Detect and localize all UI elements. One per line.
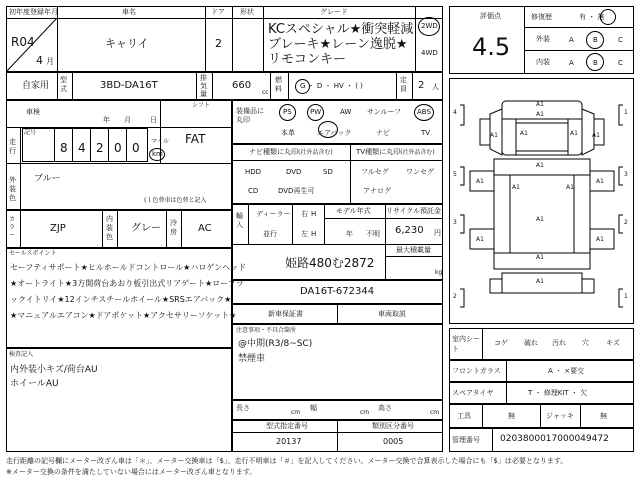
divider [385, 256, 443, 257]
int-a: A [569, 59, 574, 67]
capacity: 2 [418, 80, 425, 91]
mileage-label: 走行 [9, 138, 16, 155]
dim-width: 幅 [310, 404, 317, 412]
side-mark: 2 [453, 293, 457, 300]
divider [232, 432, 443, 433]
divider [248, 204, 249, 244]
int-c: C [618, 59, 623, 67]
ext-label: 外装 [536, 35, 550, 43]
damage-label: A1 [536, 254, 544, 261]
damage-label: A1 [490, 132, 498, 139]
seat-kizu: キズ [606, 339, 620, 347]
shift-value: FAT [185, 132, 206, 146]
equipment-label: 装備品に丸印 [236, 107, 264, 124]
type-cert-value: 20137 [276, 437, 302, 446]
drive-2wd: 2WD [421, 22, 438, 30]
damage-label: A1 [536, 162, 544, 169]
side-mark: 2 [624, 219, 628, 226]
ac-label: 冷房 [170, 219, 177, 236]
repair-no-circle [600, 9, 616, 25]
import-h2: H [311, 230, 317, 238]
import-h1: H [311, 210, 317, 218]
model-year-year: 年 [346, 230, 353, 238]
navi-sub: (社外品含む) [298, 149, 333, 156]
divider [232, 160, 443, 161]
digit-divider [72, 128, 73, 162]
seat-yabure: 破れ [524, 339, 538, 347]
tools-options: 無 [508, 412, 515, 420]
divider [181, 210, 182, 248]
warranty-label: 新車保証書 [268, 310, 303, 318]
tv-oneseg: ワンセグ [406, 168, 434, 176]
sales-points-label: セールスポイント [9, 250, 57, 257]
shape-label: 形状 [240, 8, 254, 16]
navi-dvd-play: DVD再生可 [278, 187, 315, 195]
divider [205, 6, 206, 72]
inspector-line-1: 内外装小キズ/荷台AU [10, 365, 98, 375]
seat-ana: 穴 [582, 339, 589, 347]
int-label: 内装 [536, 58, 550, 66]
jack-label: ジャッキ [546, 412, 574, 420]
color-label: 外装色 [9, 176, 16, 202]
capacity-label: 定員 [400, 76, 407, 93]
side-mark: 5 [453, 171, 457, 178]
damage-label: A1 [520, 130, 528, 137]
type-cert-label: 型式指定番号 [266, 422, 308, 430]
color-note: ( ) 色替車は色替と記入 [144, 197, 207, 204]
first-reg-label: 初年度登録年月 [9, 8, 58, 16]
divider [6, 163, 232, 164]
grade-text: KCスペシャル★衝突軽減ブレーキ★レーン逸脱★リモコンキー [268, 22, 414, 67]
score-value: 4.5 [472, 33, 511, 61]
divider [102, 210, 103, 248]
divider [506, 382, 507, 404]
equip-sunroof: サンルーフ [367, 108, 402, 116]
unit-km: km [152, 150, 163, 158]
damage-label: A1 [476, 178, 484, 185]
divider [196, 72, 197, 100]
digit-divider [90, 128, 91, 162]
glass-options: A ・ ×要交 [548, 367, 585, 375]
divider [117, 210, 118, 248]
import-right: 右 [301, 210, 308, 218]
import-dealer: ディーラー [256, 210, 291, 218]
digit-divider [108, 128, 109, 162]
divider [270, 72, 271, 100]
damage-label: A1 [512, 184, 520, 191]
divider [482, 404, 483, 428]
color-code: ZJP [50, 223, 66, 234]
side-mark: 4 [453, 109, 457, 116]
navi-hdd: HDD [245, 168, 262, 176]
ext-b-circle [586, 31, 604, 49]
digit-divider [54, 128, 55, 162]
inspection-year: 年 [103, 116, 110, 124]
interior-color-label: 内装色 [106, 215, 113, 241]
damage-label: A1 [476, 236, 484, 243]
shift-label: シフト [192, 102, 211, 109]
divider [212, 72, 213, 100]
equip-navi: ナビ [376, 129, 390, 137]
int-b-circle [586, 53, 604, 71]
notes-line-2: 禁煙車 [238, 354, 266, 364]
divider [20, 127, 21, 210]
dim-length-cm: cm [291, 409, 301, 416]
equip-tv: TV [421, 129, 431, 137]
seat-yogore: 汚れ [552, 339, 566, 347]
odometer-digit: 0 [132, 141, 140, 155]
interior-color: グレー [131, 223, 161, 234]
interior-seat-label: 室内シート [452, 335, 480, 353]
type-value: 3BD-DA16T [100, 80, 158, 91]
side-mark: 1 [624, 293, 628, 300]
drive-4wd: 4WD [421, 49, 438, 57]
tv-fullseg: フルセグ [361, 168, 389, 176]
color-code-label: カラー [9, 216, 16, 239]
divider [506, 360, 507, 382]
mgmt-number: 0203800017000049472 [500, 434, 609, 444]
repair-options: 有 ・ 無 [579, 13, 605, 21]
manual-label: 車両取説 [378, 310, 406, 318]
inspection-label: 車検 [26, 108, 40, 116]
divider [232, 244, 443, 245]
divider [350, 144, 351, 204]
odometer-digit: 0 [114, 141, 122, 155]
sales-point-line: セーフティサポート★ヒルホールドコントロール★ハロゲンヘッド [10, 263, 247, 272]
doors: 2 [215, 37, 222, 50]
tv-analog: アナログ [363, 187, 391, 195]
digit-divider [126, 128, 127, 162]
divider [232, 6, 233, 72]
car-name: キャリイ [105, 37, 149, 50]
dim-height-cm: cm [430, 409, 440, 416]
divider [492, 428, 493, 452]
glass-label: フロントガラス [452, 367, 501, 375]
inspector-label: 検査記入 [9, 351, 34, 358]
divider [288, 72, 289, 100]
damage-label: A1 [596, 236, 604, 243]
first-reg-month: 4 [36, 54, 43, 67]
divider [337, 304, 338, 324]
equip-pw: PW [310, 108, 322, 116]
divider [524, 27, 634, 28]
equip-airbag: エアバック [317, 129, 352, 137]
chassis-number: DA16T-672344 [300, 286, 375, 297]
dim-length: 長さ [236, 404, 250, 412]
first-reg-era: R04 [11, 35, 35, 49]
sales-point-line: ★オートライト★3方開荷台あおり板引出式リアゲート★ローブラ [10, 279, 244, 288]
recycle-label: リサイクル預託金 [386, 207, 442, 215]
divider [580, 404, 581, 428]
divider [524, 6, 525, 74]
divider [385, 244, 386, 280]
damage-label: A1 [536, 101, 544, 108]
ext-c: C [618, 36, 623, 44]
navi-label-text: ナビ種類に丸印 [249, 148, 298, 156]
tv-label-text: TV種類に丸印 [356, 148, 401, 156]
divider [396, 72, 397, 100]
plate-value: 姫路480む2872 [285, 256, 375, 270]
odometer-digit: 2 [96, 141, 104, 155]
divider [540, 404, 541, 428]
inspection-month: 月 [124, 116, 131, 124]
spare-options: T ・ 修理KIT ・ 欠 [528, 389, 588, 397]
import-parallel: 並行 [263, 230, 277, 238]
repair-label: 修復歴 [531, 13, 552, 21]
usage: 自家用 [22, 81, 50, 91]
inspector-block [6, 348, 232, 452]
fuel-options: G ・ D ・ HV ・ ( ) [300, 82, 363, 90]
grade-label: グレード [320, 8, 348, 16]
damage-label: A1 [596, 178, 604, 185]
side-mark: 1 [624, 109, 628, 116]
odometer-digit: 8 [60, 141, 68, 155]
damage-label: A1 [536, 278, 544, 285]
mileage-note-label: 記号 [24, 129, 37, 136]
divider [412, 72, 413, 100]
door-label: ドア [211, 8, 225, 16]
jack-options: 無 [600, 412, 607, 420]
divider [415, 6, 416, 72]
fuel-label: 燃料 [275, 76, 282, 93]
recycle-yen: 円 [434, 229, 441, 237]
unit-mile: マイル [151, 138, 169, 145]
car-name-label: 車名 [122, 8, 136, 16]
divider [20, 210, 21, 248]
damage-label: A1 [536, 111, 544, 118]
divider [324, 204, 325, 244]
ext-b: B [593, 36, 598, 44]
score-label: 評価点 [480, 12, 501, 20]
damage-label: A1 [566, 184, 574, 191]
tools-label: 工具 [457, 412, 471, 420]
inspection-day: 日 [150, 116, 157, 124]
navi-cd: CD [248, 187, 259, 195]
divider [292, 204, 293, 244]
damage-label: A1 [570, 130, 578, 137]
divider [524, 50, 634, 51]
displacement-label: 排気量 [200, 74, 207, 98]
seat-koge: コゲ [494, 339, 508, 347]
displacement: 660 [232, 80, 252, 91]
side-mark: 3 [624, 171, 628, 178]
divider [337, 420, 338, 452]
equip-ps: PS [283, 108, 292, 116]
import-left: 左 [301, 230, 308, 238]
notes-line-1: @中期(R3/8~SC) [238, 339, 313, 349]
model-year-label: モデル年式 [336, 207, 371, 215]
dims-row [232, 400, 443, 420]
model-year-unknown: 不明 [366, 230, 380, 238]
equip-aw: AW [340, 108, 352, 116]
equip-leather: 本革 [281, 129, 295, 137]
navi-label [249, 149, 333, 156]
capacity-unit: 人 [432, 83, 439, 91]
max-load-kg: kg [435, 269, 443, 276]
cc-unit: cc [262, 89, 269, 96]
footer-line-1: 走行距離の記号欄にメーター改ざん車は「＊」、メーター交換車は「$」、走行不明車は「＃」を記入してください。メーター交換で合算表示した場合にも「$」は必要となります。 [6, 457, 568, 465]
damage-label: A1 [592, 132, 600, 139]
divider [6, 18, 443, 19]
tv-sub: (社外品含む) [400, 149, 435, 156]
navi-dvd: DVD [286, 168, 302, 176]
sales-point-line: ックイトリイ★12インチスチールホイール★SRSエアバック★ [10, 295, 232, 304]
odometer-digit: 4 [78, 141, 86, 155]
recycle-value: 6,230 [395, 225, 424, 236]
tv-label [356, 149, 435, 156]
int-b: B [593, 59, 598, 67]
ext-a: A [569, 36, 574, 44]
divider [57, 72, 58, 100]
month-unit: 月 [46, 57, 54, 66]
divider [72, 72, 73, 100]
notes-label: 注意事項・不具合箇所 [236, 327, 297, 334]
inspector-line-2: ホイールAU [10, 379, 59, 389]
side-mark: 3 [453, 219, 457, 226]
max-load-label: 最大積載量 [396, 246, 431, 254]
color-value: ブルー [34, 174, 61, 184]
equip-abs: ABS [417, 108, 431, 116]
ac-value: AC [198, 223, 212, 234]
sales-point-line: ★マニュアルエアコン★ドアポケット★アクセサリーソケット★ [10, 311, 237, 320]
class-label: 類別区分番号 [372, 422, 414, 430]
divider [324, 218, 443, 219]
divider [166, 210, 167, 248]
divider [263, 6, 264, 72]
divider [482, 328, 483, 360]
damage-label: A1 [536, 216, 544, 223]
navi-sd: SD [323, 168, 333, 176]
type-label: 型式 [60, 76, 67, 93]
dim-width-cm: cm [360, 409, 370, 416]
spare-label: スペアタイヤ [452, 389, 494, 397]
mgmt-label: 管理番号 [452, 436, 480, 444]
class-value: 0005 [383, 437, 404, 446]
dim-height: 高さ [378, 404, 392, 412]
footer-line-2: ※メーター交換の条件を満たしていない場合にはメーター改ざん車となります。 [6, 468, 257, 476]
import-label: 輸入 [236, 212, 243, 229]
